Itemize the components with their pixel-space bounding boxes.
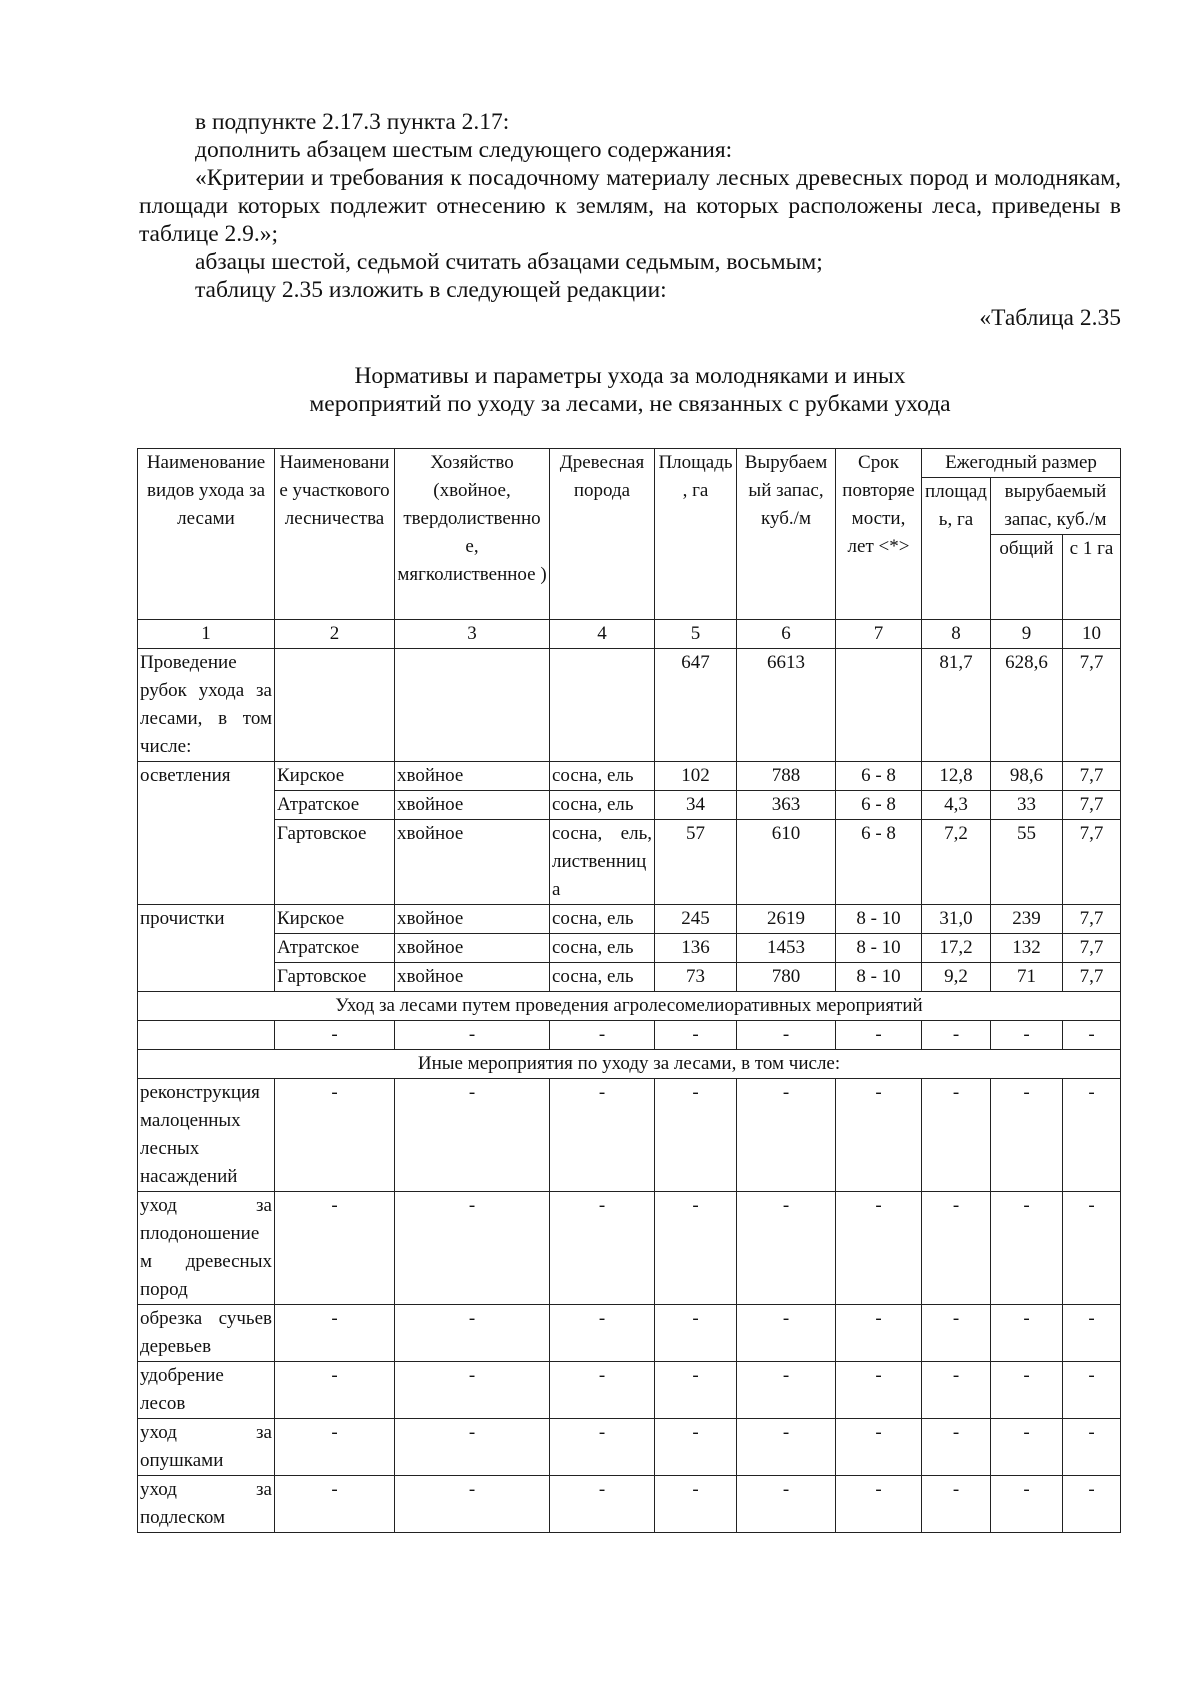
- area-cell: 245: [655, 905, 737, 934]
- care-type-cell: удобрение лесов: [138, 1362, 275, 1419]
- dash-cell: -: [836, 1362, 922, 1419]
- dash-cell: -: [275, 1305, 395, 1362]
- annual-per-ha-cell: 7,7: [1063, 820, 1121, 905]
- dash-cell: -: [922, 1305, 991, 1362]
- dash-cell: -: [550, 1305, 655, 1362]
- dash-cell: -: [395, 1362, 550, 1419]
- col-num: 9: [991, 620, 1063, 649]
- col-num: 6: [737, 620, 836, 649]
- dash-cell: -: [922, 1021, 991, 1050]
- dash-cell: -: [275, 1021, 395, 1050]
- annual-area-cell: 31,0: [922, 905, 991, 934]
- forestry-cell: Кирское: [275, 762, 395, 791]
- dash-cell: -: [737, 1021, 836, 1050]
- dash-cell: -: [737, 1079, 836, 1192]
- care-type-cell: Проведение рубок ухода за лесами, в том числе:: [138, 649, 275, 762]
- care-type-cell: уход за плодоношение м древесных пород: [138, 1192, 275, 1305]
- intro-paragraph-5: таблицу 2.35 изложить в следующей редакции:: [195, 277, 667, 303]
- header-care-type: Наименование видов ухода за лесами: [138, 449, 275, 620]
- species-cell: сосна, ель: [550, 963, 655, 992]
- col-num: 10: [1063, 620, 1121, 649]
- annual-area-cell: 17,2: [922, 934, 991, 963]
- dash-cell: -: [991, 1419, 1063, 1476]
- intro-paragraph-2: дополнить абзацем шестым следующего содержания:: [195, 137, 733, 163]
- table-title-line-1: Нормативы и параметры ухода за молодняками и иных: [354, 363, 906, 389]
- dash-cell: -: [275, 1476, 395, 1533]
- dash-cell: -: [1063, 1021, 1121, 1050]
- dash-cell: -: [655, 1021, 737, 1050]
- care-type-cell: прочистки: [138, 905, 275, 992]
- dash-cell: -: [922, 1419, 991, 1476]
- dash-cell: -: [550, 1021, 655, 1050]
- care-type-cell: реконструкция малоценных лесных насаждений: [138, 1079, 275, 1192]
- dash-cell: -: [836, 1021, 922, 1050]
- dash-cell: -: [1063, 1192, 1121, 1305]
- table-row: [138, 963, 1121, 992]
- col-num: 4: [550, 620, 655, 649]
- dash-cell: -: [655, 1305, 737, 1362]
- economy-cell: хвойное: [395, 791, 550, 820]
- dash-cell: -: [836, 1079, 922, 1192]
- area-cell: 647: [655, 649, 737, 762]
- stock-cell: 2619: [737, 905, 836, 934]
- table-row: [138, 1476, 1121, 1533]
- section-other-title: Иные мероприятия по уходу за лесами, в том числе:: [138, 1050, 1121, 1079]
- dash-cell: -: [836, 1419, 922, 1476]
- forest-care-table: [137, 448, 1121, 1533]
- annual-total-cell: 628,6: [991, 649, 1063, 762]
- annual-per-ha-cell: 7,7: [1063, 762, 1121, 791]
- dash-cell: -: [836, 1476, 922, 1533]
- header-annual-stock: вырубаемый запас, куб./м: [991, 478, 1121, 535]
- table-row: [138, 1362, 1121, 1419]
- dash-cell: -: [1063, 1476, 1121, 1533]
- table-row: [138, 934, 1121, 963]
- dash-cell: -: [737, 1476, 836, 1533]
- annual-per-ha-cell: 7,7: [1063, 934, 1121, 963]
- area-cell: 136: [655, 934, 737, 963]
- dash-cell: -: [991, 1021, 1063, 1050]
- header-species: Древесная порода: [550, 449, 655, 620]
- table-row: [138, 1192, 1121, 1305]
- dash-cell: -: [737, 1419, 836, 1476]
- dash-cell: -: [550, 1419, 655, 1476]
- annual-area-cell: 81,7: [922, 649, 991, 762]
- section-agro-title: Уход за лесами путем проведения агролесомелиоративных мероприятий: [138, 992, 1121, 1021]
- dash-cell: -: [275, 1362, 395, 1419]
- dash-cell: -: [550, 1362, 655, 1419]
- species-cell: сосна, ель, лиственница: [550, 820, 655, 905]
- dash-cell: -: [655, 1476, 737, 1533]
- dash-cell: -: [550, 1079, 655, 1192]
- annual-area-cell: 9,2: [922, 963, 991, 992]
- economy-cell: хвойное: [395, 762, 550, 791]
- economy-cell: хвойное: [395, 820, 550, 905]
- header-forestry: Наименовани е участкового лесничества: [275, 449, 395, 620]
- term-cell: 6 - 8: [836, 762, 922, 791]
- dash-cell: -: [395, 1079, 550, 1192]
- dash-cell: -: [922, 1476, 991, 1533]
- forestry-cell: Гартовское: [275, 963, 395, 992]
- annual-total-cell: 239: [991, 905, 1063, 934]
- table-row: [138, 820, 1121, 905]
- dash-cell: -: [1063, 1079, 1121, 1192]
- col-num: 3: [395, 620, 550, 649]
- term-cell: 8 - 10: [836, 905, 922, 934]
- annual-area-cell: 12,8: [922, 762, 991, 791]
- dash-cell: -: [395, 1305, 550, 1362]
- care-type-cell: обрезка сучьев деревьев: [138, 1305, 275, 1362]
- dash-cell: -: [275, 1192, 395, 1305]
- species-cell: сосна, ель: [550, 791, 655, 820]
- table-row: [138, 1079, 1121, 1192]
- area-cell: 57: [655, 820, 737, 905]
- stock-cell: 363: [737, 791, 836, 820]
- dash-cell: -: [991, 1305, 1063, 1362]
- table-title-line-2: мероприятий по уходу за лесами, не связанных с рубками ухода: [309, 391, 951, 417]
- area-cell: 102: [655, 762, 737, 791]
- header-stock: Вырубаем ый запас, куб./м: [737, 449, 836, 620]
- table-reference: «Таблица 2.35: [979, 305, 1121, 331]
- dash-cell: -: [395, 1021, 550, 1050]
- header-per-ha: с 1 га: [1063, 535, 1121, 620]
- dash-cell: -: [922, 1079, 991, 1192]
- table-row: [138, 791, 1121, 820]
- annual-total-cell: 71: [991, 963, 1063, 992]
- area-cell: 73: [655, 963, 737, 992]
- annual-per-ha-cell: 7,7: [1063, 791, 1121, 820]
- term-cell: 8 - 10: [836, 963, 922, 992]
- table-row: [138, 905, 1121, 934]
- dash-cell: -: [991, 1476, 1063, 1533]
- dash-cell: -: [395, 1419, 550, 1476]
- forestry-cell: Гартовское: [275, 820, 395, 905]
- dash-cell: -: [395, 1476, 550, 1533]
- dash-cell: -: [922, 1192, 991, 1305]
- dash-cell: -: [655, 1419, 737, 1476]
- care-type-cell: уход за подлеском: [138, 1476, 275, 1533]
- intro-text: [139, 108, 1121, 332]
- column-numbers-row: [138, 620, 1121, 649]
- table-title: [139, 362, 1121, 418]
- annual-area-cell: 4,3: [922, 791, 991, 820]
- care-type-cell: уход за опушками: [138, 1419, 275, 1476]
- dash-cell: -: [836, 1305, 922, 1362]
- economy-cell: хвойное: [395, 905, 550, 934]
- economy-cell: хвойное: [395, 934, 550, 963]
- col-num: 2: [275, 620, 395, 649]
- annual-per-ha-cell: 7,7: [1063, 905, 1121, 934]
- stock-cell: 1453: [737, 934, 836, 963]
- term-cell: 8 - 10: [836, 934, 922, 963]
- annual-per-ha-cell: 7,7: [1063, 649, 1121, 762]
- header-annual-area: площад ь, га: [922, 478, 991, 620]
- section-row: [138, 1050, 1121, 1079]
- annual-total-cell: 33: [991, 791, 1063, 820]
- header-total: общий: [991, 535, 1063, 620]
- table-row: [138, 1419, 1121, 1476]
- dash-cell: -: [275, 1419, 395, 1476]
- dash-cell: -: [655, 1362, 737, 1419]
- table-row: [138, 1021, 1121, 1050]
- dash-cell: -: [1063, 1305, 1121, 1362]
- species-cell: сосна, ель: [550, 762, 655, 791]
- term-cell: 6 - 8: [836, 820, 922, 905]
- col-num: 5: [655, 620, 737, 649]
- term-cell: 6 - 8: [836, 791, 922, 820]
- dash-cell: -: [275, 1079, 395, 1192]
- dash-cell: -: [1063, 1419, 1121, 1476]
- intro-paragraph-1: в подпункте 2.17.3 пункта 2.17:: [195, 109, 510, 135]
- section-row: [138, 992, 1121, 1021]
- forestry-cell: Атратское: [275, 934, 395, 963]
- table-row: [138, 762, 1121, 791]
- species-cell: сосна, ель: [550, 905, 655, 934]
- economy-cell: хвойное: [395, 963, 550, 992]
- col-num: 7: [836, 620, 922, 649]
- header-annual: Ежегодный размер: [922, 449, 1121, 478]
- annual-area-cell: 7,2: [922, 820, 991, 905]
- care-type-cell: осветления: [138, 762, 275, 905]
- dash-cell: -: [1063, 1362, 1121, 1419]
- dash-cell: -: [655, 1079, 737, 1192]
- dash-cell: -: [922, 1362, 991, 1419]
- dash-cell: -: [655, 1192, 737, 1305]
- table-row: [138, 1305, 1121, 1362]
- dash-cell: -: [395, 1192, 550, 1305]
- header-economy: Хозяйство (хвойное, твердолиственно е, мягколиственное ): [395, 449, 550, 620]
- species-cell: сосна, ель: [550, 934, 655, 963]
- dash-cell: -: [836, 1192, 922, 1305]
- stock-cell: 780: [737, 963, 836, 992]
- forestry-cell: Кирское: [275, 905, 395, 934]
- dash-cell: -: [991, 1192, 1063, 1305]
- stock-cell: 610: [737, 820, 836, 905]
- stock-cell: 6613: [737, 649, 836, 762]
- annual-total-cell: 98,6: [991, 762, 1063, 791]
- header-row: [138, 449, 1121, 478]
- stock-cell: 788: [737, 762, 836, 791]
- area-cell: 34: [655, 791, 737, 820]
- annual-total-cell: 132: [991, 934, 1063, 963]
- intro-paragraph-3: «Критерии и требования к посадочному материалу лесных древесных пород и молоднякам, площади которых подлежит отнесению к землям, на которых расположены леса, приведены в таблице 2.9.»;: [139, 165, 1121, 247]
- annual-per-ha-cell: 7,7: [1063, 963, 1121, 992]
- table-row: [138, 649, 1121, 762]
- col-num: 8: [922, 620, 991, 649]
- header-term: Срок повторяе мости, лет <*>: [836, 449, 922, 620]
- dash-cell: -: [550, 1192, 655, 1305]
- annual-total-cell: 55: [991, 820, 1063, 905]
- dash-cell: -: [737, 1362, 836, 1419]
- dash-cell: -: [991, 1079, 1063, 1192]
- dash-cell: -: [737, 1305, 836, 1362]
- dash-cell: -: [550, 1476, 655, 1533]
- dash-cell: -: [991, 1362, 1063, 1419]
- intro-paragraph-4: абзацы шестой, седьмой считать абзацами седьмым, восьмым;: [195, 249, 823, 275]
- col-num: 1: [138, 620, 275, 649]
- header-area: Площадь , га: [655, 449, 737, 620]
- forestry-cell: Атратское: [275, 791, 395, 820]
- dash-cell: -: [737, 1192, 836, 1305]
